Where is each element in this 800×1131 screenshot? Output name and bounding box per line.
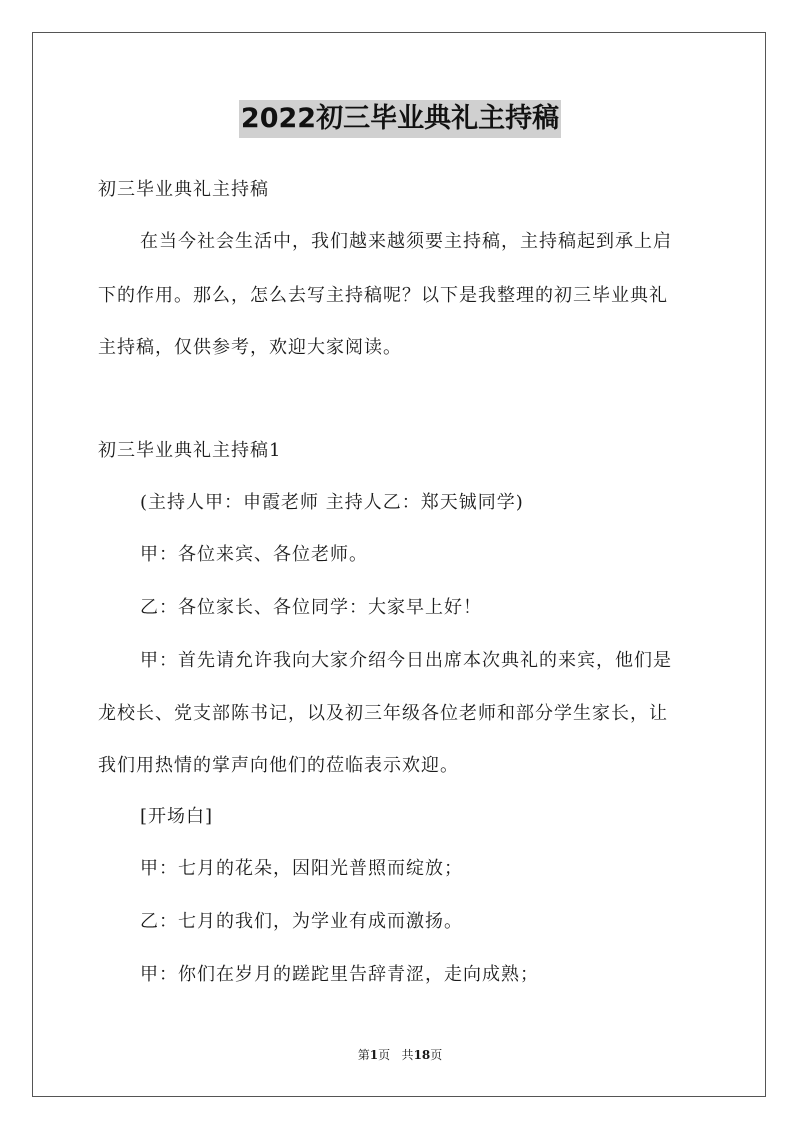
dialogue-jia-2-line-2: 龙校长、党支部陈书记，以及初三年级各位老师和部分学生家长，让 — [98, 703, 668, 724]
total-prefix: 共 — [401, 1048, 414, 1062]
total-pages: 18 — [413, 1048, 431, 1062]
intro-line-2: 下的作用。那么，怎么去写主持稿呢？以下是我整理的初三毕业典礼 — [98, 285, 668, 306]
section-heading: 初三毕业典礼主持稿1 — [98, 440, 282, 461]
page-number: 1 — [369, 1048, 379, 1062]
document-title: 2022初三毕业典礼主持稿 — [239, 100, 561, 138]
intro-line-1: 在当今社会生活中，我们越来越须要主持稿，主持稿起到承上启 — [140, 231, 672, 252]
total-suffix: 页 — [430, 1048, 443, 1062]
dialogue-jia-3: 甲：七月的花朵，因阳光普照而绽放； — [140, 858, 463, 879]
opening-label: [开场白] — [140, 806, 214, 827]
dialogue-yi-2: 乙：七月的我们，为学业有成而激扬。 — [140, 911, 463, 932]
subtitle: 初三毕业典礼主持稿 — [98, 179, 269, 200]
dialogue-jia-1: 甲：各位来宾、各位老师。 — [140, 544, 368, 565]
dialogue-jia-2-line-3: 我们用热情的掌声向他们的莅临表示欢迎。 — [98, 755, 459, 776]
page-prefix: 第 — [357, 1048, 370, 1062]
title-container — [0, 100, 800, 138]
intro-line-3: 主持稿，仅供参考，欢迎大家阅读。 — [98, 337, 402, 358]
dialogue-yi-1: 乙：各位家长、各位同学：大家早上好！ — [140, 597, 482, 618]
dialogue-jia-2-line-1: 甲：首先请允许我向大家介绍今日出席本次典礼的来宾，他们是 — [140, 650, 672, 671]
host-line: (主持人甲：申霞老师 主持人乙：郑天铖同学) — [140, 492, 524, 513]
page-suffix: 页 — [378, 1048, 391, 1062]
page-footer — [0, 1047, 800, 1063]
dialogue-jia-4: 甲：你们在岁月的蹉跎里告辞青涩，走向成熟； — [140, 964, 539, 985]
